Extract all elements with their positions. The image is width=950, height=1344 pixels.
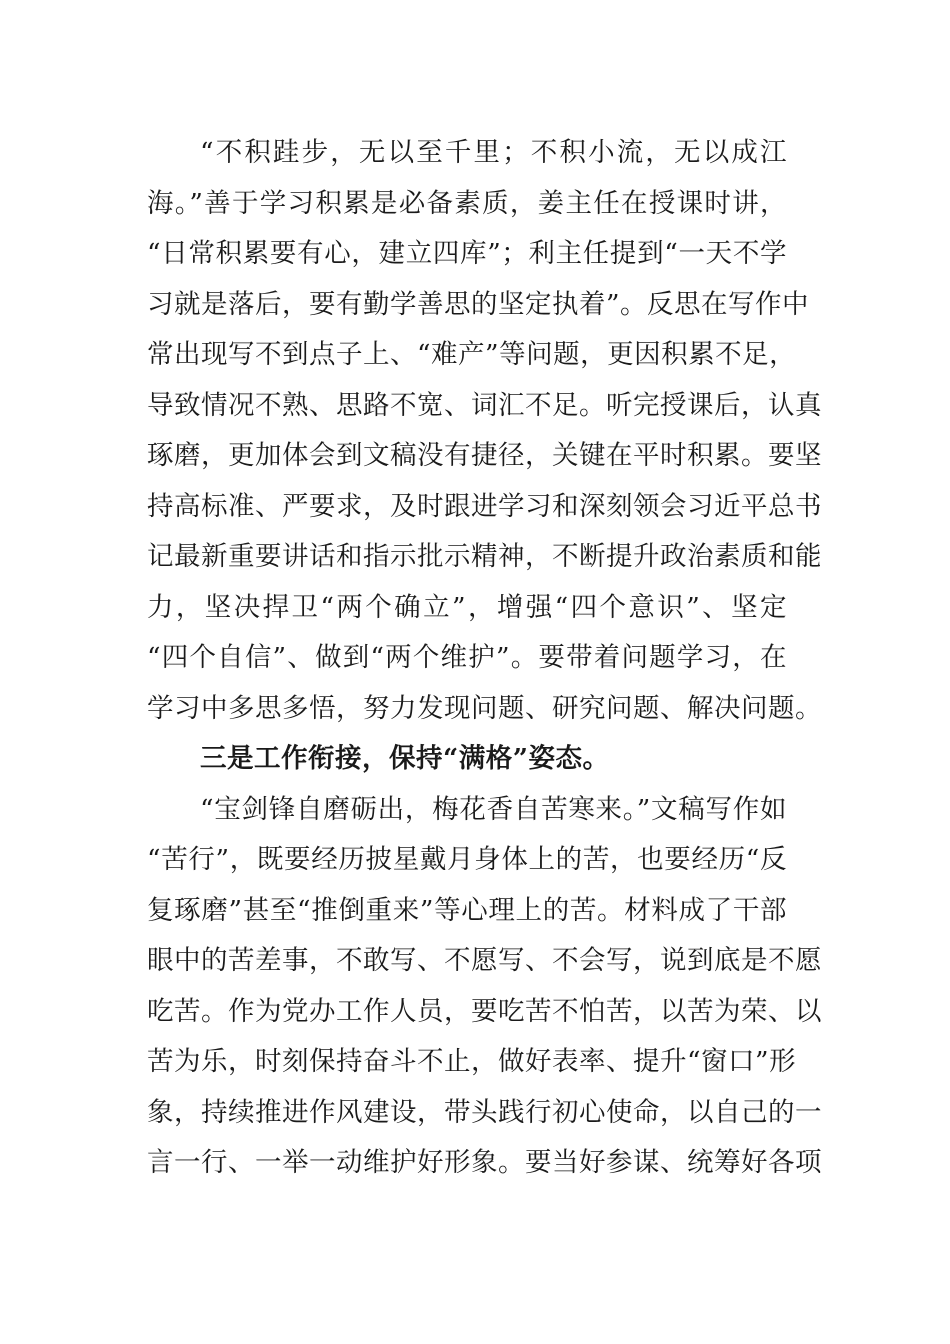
section-heading — [147, 734, 787, 785]
paragraph-line: 海。”善于学习积累是必备素质，姜主任在授课时讲， — [147, 187, 787, 219]
paragraph-line: “不积跬步，无以至千里；不积小流，无以成江 — [200, 137, 787, 168]
paragraph-line: 复琢磨”甚至“推倒重来”等心理上的苦。材料成了干部 — [147, 894, 787, 926]
paragraph-accumulation — [147, 128, 822, 734]
paragraph-line: 苦为乐，时刻保持奋斗不止，做好表率、提升“窗口”形 — [147, 1046, 797, 1077]
paragraph-line: 眼中的苦差事，不敢写、不愿写、不会写，说到底是不愿 — [147, 945, 822, 976]
paragraph-line: 学习中多思多悟，努力发现问题、研究问题、解决问题。 — [147, 692, 822, 724]
paragraph-hardship — [147, 785, 822, 1189]
paragraph-line: 琢磨，更加体会到文稿没有捷径，关键在平时积累。要坚 — [147, 440, 822, 471]
paragraph-line: 力，坚决捍卫“两个确立”，增强“四个意识”、坚定 — [147, 591, 787, 623]
paragraph-line: “日常积累要有心，建立四库”；利主任提到“一天不学 — [147, 238, 787, 269]
paragraph-line: 吃苦。作为党办工作人员，要吃苦不怕苦，以苦为荣、以 — [147, 995, 822, 1027]
paragraph-line: “苦行”，既要经历披星戴月身体上的苦，也要经历“反 — [147, 844, 787, 875]
paragraph-line: 言一行、一举一动维护好形象。要当好参谋、统筹好各项 — [147, 1147, 822, 1178]
paragraph-line: 象，持续推进作风建设，带头践行初心使命，以自己的一 — [147, 1096, 822, 1128]
paragraph-line: 常出现写不到点子上、“难产”等问题，更因积累不足， — [147, 339, 797, 370]
paragraph-line: 记最新重要讲话和指示批示精神，不断提升政治素质和能 — [147, 541, 822, 572]
paragraph-line: “四个自信”、做到“两个维护”。要带着问题学习，在 — [147, 642, 787, 673]
paragraph-line: “宝剑锋自磨砺出，梅花香自苦寒来。”文稿写作如 — [200, 793, 787, 825]
paragraph-line: 导致情况不熟、思路不宽、词汇不足。听完授课后，认真 — [147, 389, 822, 421]
paragraph-line: 习就是落后，要有勤学善思的坚定执着”。反思在写作中 — [147, 288, 810, 320]
section-heading-text: 三是工作衔接，保持“满格”姿态。 — [200, 743, 610, 774]
document-body — [147, 128, 822, 1189]
paragraph-line: 持高标准、严要求，及时跟进学习和深刻领会习近平总书 — [147, 490, 822, 522]
